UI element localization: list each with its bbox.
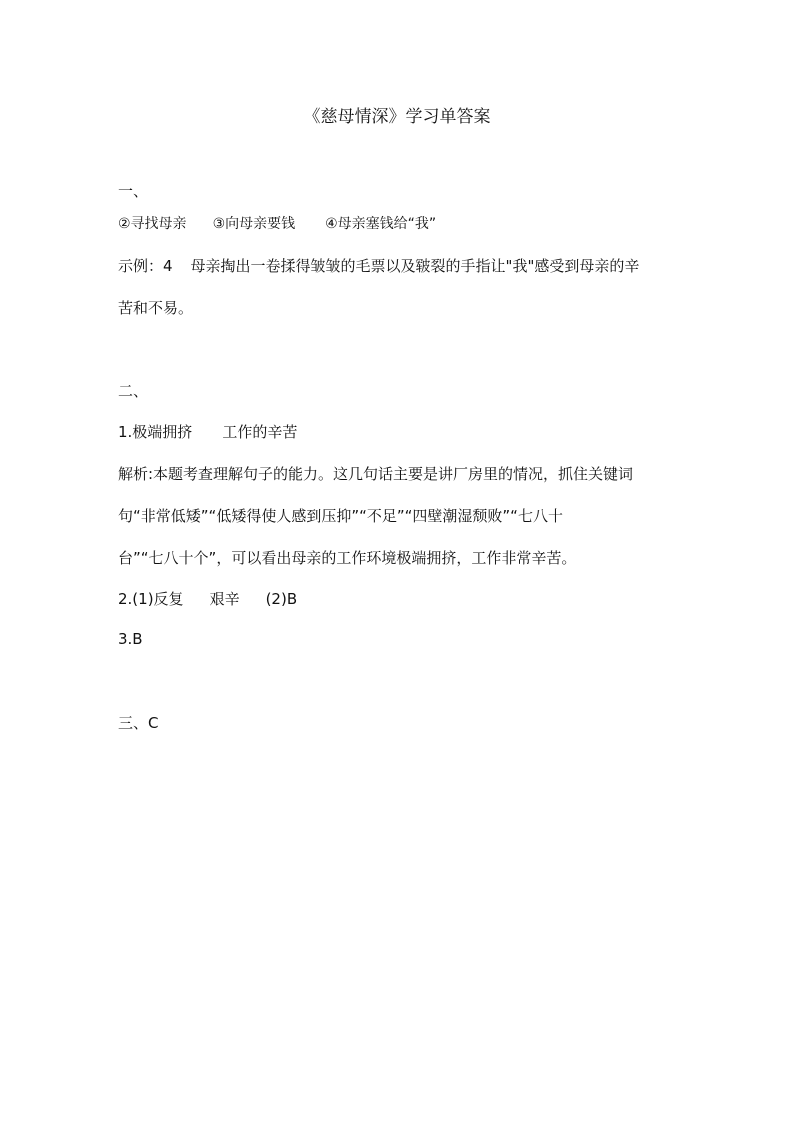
- document-title: 《慈母情深》学习单答案: [303, 107, 491, 127]
- example-text-line2: 苦和不易。: [118, 299, 194, 317]
- section-1-item: ②寻找母亲: [118, 216, 187, 232]
- analysis-line1: 解析:本题考查理解句子的能力。这几句话主要是讲厂房里的情况，抓住关键词: [118, 465, 634, 483]
- example-label: 示例：4: [118, 257, 173, 275]
- section-1-item: ③向母亲要钱: [212, 216, 296, 232]
- q2-part1: 2.(1)反复: [118, 590, 184, 608]
- q1-answer2: 工作的辛苦: [222, 423, 298, 441]
- q2-part2: 艰辛: [209, 590, 240, 608]
- section-1-items: [118, 213, 678, 233]
- section-3-answer: 三、C: [118, 714, 159, 732]
- q1-label: 1.极端拥挤: [118, 423, 193, 441]
- q2-part3: (2)B: [265, 590, 298, 608]
- section-1-example: [118, 255, 678, 276]
- example-text-line1: 母亲掏出一卷揉得皱皱的毛票以及皲裂的手指让"我"感受到母亲的辛: [190, 257, 640, 275]
- analysis-line2: 句“非常低矮”“低矮得使人感到压抑”“不足”“四壁潮湿颓败”“七八十: [118, 507, 563, 525]
- analysis-line3: 台”“七八十个”，可以看出母亲的工作环境极端拥挤，工作非常辛苦。: [118, 549, 577, 567]
- section-1-heading: 一、: [118, 182, 149, 200]
- section-2-heading: 二、: [118, 382, 149, 400]
- section-2-q2: [118, 588, 678, 609]
- section-2-q1: [118, 421, 678, 442]
- section-2-q3: 3.B: [118, 630, 143, 648]
- section-1-item: ④母亲塞钱给“我”: [325, 216, 437, 232]
